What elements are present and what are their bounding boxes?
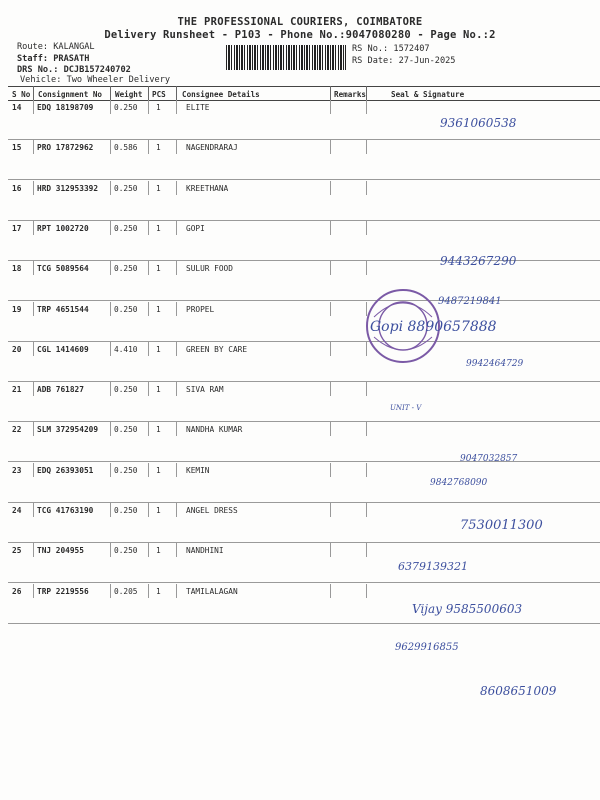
row-consignment-no: PRO 17872962 — [37, 143, 94, 153]
handwritten-signature-phone: 9942464729 — [466, 359, 524, 369]
row-weight: 0.250 — [114, 103, 138, 112]
row-pcs: 1 — [156, 344, 161, 354]
row-sno: 16 — [12, 183, 22, 193]
row-weight: 0.250 — [114, 223, 138, 233]
row-weight: 4.410 — [114, 344, 138, 354]
row-sno: 20 — [12, 344, 22, 354]
col-remarks: Remarks — [334, 90, 367, 99]
row-consignment-no: HRD 312953392 — [37, 183, 99, 193]
row-pcs: 1 — [156, 143, 161, 153]
handwritten-signature-phone: 9443267290 — [440, 254, 517, 268]
table-row — [8, 382, 600, 422]
row-weight: 0.250 — [114, 183, 138, 193]
row-sno: 21 — [12, 385, 22, 395]
row-consignment-no: TCG 41763190 — [37, 506, 94, 515]
row-weight: 0.250 — [114, 465, 138, 475]
company-title: THE PROFESSIONAL COURIERS, COIMBATORE — [177, 16, 423, 28]
row-pcs: 1 — [156, 425, 161, 435]
col-seal: Seal & Signature — [391, 90, 465, 99]
row-consignment-no: RPT 1002720 — [37, 223, 89, 233]
row-pcs: 1 — [156, 385, 161, 395]
handwritten-signature-phone: 9047032857 — [460, 454, 518, 464]
row-consignment-no: EDQ 18198709 — [37, 103, 94, 112]
rs-meta — [352, 43, 455, 67]
row-sno: 19 — [12, 304, 22, 314]
row-consignment-no: TNJ 204955 — [37, 546, 84, 556]
vehicle-label: Vehicle: Two Wheeler Delivery — [20, 75, 171, 85]
row-weight: 0.250 — [114, 304, 138, 314]
row-pcs: 1 — [156, 506, 161, 515]
row-weight: 0.586 — [114, 143, 138, 153]
row-sno: 22 — [12, 425, 22, 435]
row-consignee: PROPEL — [186, 304, 215, 314]
row-pcs: 1 — [156, 223, 161, 233]
row-consignee: NANDHA KUMAR — [186, 425, 243, 435]
handwritten-signature-phone: 6379139321 — [398, 560, 468, 573]
rs-number: RS No.: 1572407 — [352, 44, 430, 54]
row-pcs: 1 — [156, 586, 161, 596]
row-consignment-no: EDQ 26393051 — [37, 465, 94, 475]
row-sno: 15 — [12, 143, 22, 153]
handwritten-signature-phone: 9842768090 — [430, 478, 488, 488]
row-pcs: 1 — [156, 103, 161, 112]
route-label: Route: KALANGAL — [17, 42, 95, 52]
row-consignment-no: CGL 1414609 — [37, 344, 89, 354]
row-consignment-no: TRP 2219556 — [37, 586, 89, 596]
row-sno: 18 — [12, 264, 22, 274]
row-weight: 0.205 — [114, 586, 138, 596]
row-sno: 23 — [12, 465, 22, 475]
row-sno: 26 — [12, 586, 22, 596]
row-sno: 24 — [12, 506, 22, 515]
row-consignment-no: TCG 5089564 — [37, 264, 89, 274]
row-pcs: 1 — [156, 465, 161, 475]
row-consignee: SIVA RAM — [186, 385, 224, 395]
row-consignee: ANGEL DRESS — [186, 506, 238, 515]
table-row — [8, 181, 600, 221]
col-sno: S No — [12, 90, 31, 99]
row-consignment-no: SLM 372954209 — [37, 425, 99, 435]
barcode-image — [226, 45, 346, 70]
handwritten-signature-phone: 9629916855 — [395, 642, 459, 653]
row-consignee: NAGENDRARAJ — [186, 143, 238, 153]
row-consignee: TAMILALAGAN — [186, 586, 238, 596]
staff-label: Staff: PRASATH — [17, 53, 90, 64]
row-pcs: 1 — [156, 183, 161, 193]
col-weight: Weight — [115, 90, 143, 99]
row-consignee: KREETHANA — [186, 183, 229, 193]
table-row — [8, 463, 600, 503]
col-pcs: PCS — [152, 90, 166, 99]
row-consignment-no: TRP 4651544 — [37, 304, 89, 314]
handwritten-signature-phone: 9361060538 — [440, 116, 517, 130]
handwritten-signature-phone: 7530011300 — [460, 518, 543, 533]
col-consignment: Consignment No — [38, 90, 103, 99]
row-consignee: KEMIN — [186, 465, 210, 475]
table-top-rule — [8, 86, 600, 87]
handwritten-signature-phone: 8608651009 — [480, 684, 557, 698]
runsheet-meta — [17, 42, 131, 77]
row-consignment-no: ADB 761827 — [37, 385, 84, 395]
row-pcs: 1 — [156, 264, 161, 274]
row-weight: 0.250 — [114, 425, 138, 435]
row-weight: 0.250 — [114, 546, 138, 556]
row-pcs: 1 — [156, 304, 161, 314]
row-consignee: NANDHINI — [186, 546, 224, 556]
row-weight: 0.250 — [114, 385, 138, 395]
row-sno: 17 — [12, 223, 22, 233]
row-consignee: ELITE — [186, 103, 210, 112]
rs-date: RS Date: 27-Jun-2025 — [352, 56, 456, 66]
col-consignee: Consignee Details — [182, 90, 260, 99]
row-consignee: GOPI — [186, 223, 205, 233]
handwritten-signature-phone: Gopi 8890657888 — [370, 319, 497, 335]
row-weight: 0.250 — [114, 506, 138, 515]
runsheet-title: Delivery Runsheet - P103 - Phone No.:9047080280 - Page No.:2 — [104, 29, 496, 41]
row-consignee: SULUR FOOD — [186, 264, 233, 274]
table-row — [8, 302, 600, 342]
row-consignee: GREEN BY CARE — [186, 344, 248, 354]
row-sno: 14 — [12, 103, 22, 112]
handwritten-signature-phone: UNIT - V — [390, 404, 422, 412]
handwritten-signature-phone: 9487219841 — [438, 296, 502, 307]
row-weight: 0.250 — [114, 264, 138, 274]
table-row — [8, 140, 600, 180]
row-sno: 25 — [12, 546, 22, 556]
row-pcs: 1 — [156, 546, 161, 556]
table-row — [8, 543, 600, 583]
handwritten-signature-phone: Vijay 9585500603 — [412, 602, 523, 616]
drs-label: DRS No.: DCJB157240702 — [17, 65, 131, 76]
